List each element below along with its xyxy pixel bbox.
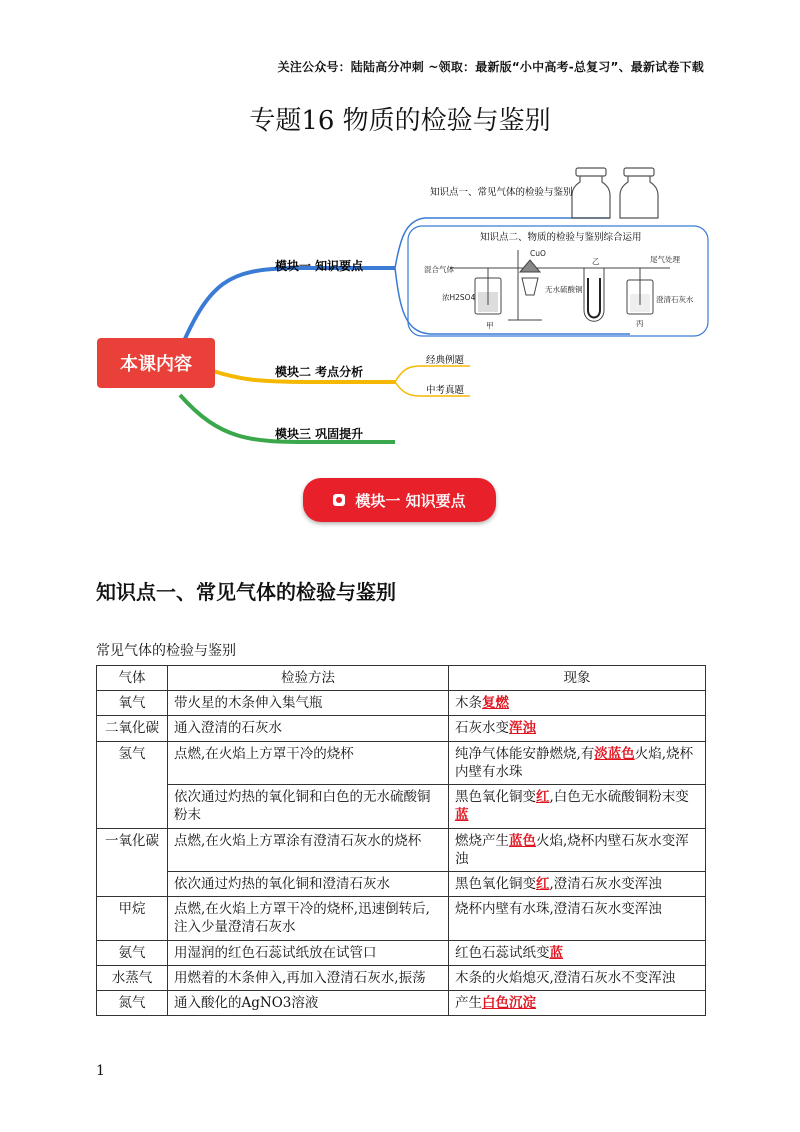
- apparatus-label-cuo: CuO: [530, 249, 546, 258]
- cell-gas: 甲烷: [97, 897, 168, 940]
- mind-map: [90, 160, 710, 460]
- bookmark-icon: [333, 494, 345, 506]
- sub2b-label: 中考真题: [426, 385, 465, 396]
- cell-phenomenon: 石灰水变浑浊: [449, 716, 706, 741]
- cell-gas: 一氧化碳: [97, 828, 168, 897]
- table-row: [97, 785, 706, 828]
- branch1-line: [180, 268, 395, 350]
- center-label: 本课内容: [120, 354, 192, 375]
- apparatus-label-yi: 乙: [592, 257, 600, 266]
- page-number: 1: [96, 1063, 105, 1079]
- cell-gas: 二氧化碳: [97, 716, 168, 741]
- cell-method: 依次通过灼热的氧化铜和澄清石灰水: [168, 871, 449, 896]
- table-row: [97, 897, 706, 940]
- header-gas: 气体: [97, 666, 168, 691]
- cell-gas: 水蒸气: [97, 965, 168, 990]
- cell-phenomenon: 纯净气体能安静燃烧,有淡蓝色火焰,烧杯内壁有水珠: [449, 741, 706, 784]
- branch2-label: 模块二 考点分析: [275, 365, 364, 379]
- cell-phenomenon: 燃烧产生蓝色火焰,烧杯内壁石灰水变浑浊: [449, 828, 706, 871]
- gas-bottle-1: [572, 168, 610, 218]
- table-row: [97, 741, 706, 784]
- section-title: 知识点一、常见气体的检验与鉴别: [96, 580, 396, 604]
- sub1a-label: 知识点一、常见气体的检验与鉴别: [430, 187, 573, 198]
- table-row: [97, 691, 706, 716]
- gas-bottle-2: [620, 168, 658, 218]
- apparatus-label-tail: 尾气处理: [650, 255, 680, 264]
- cell-phenomenon: 黑色氧化铜变红,白色无水硫酸铜粉末变蓝: [449, 785, 706, 828]
- cell-method: 带火星的木条伸入集气瓶: [168, 691, 449, 716]
- banner-label: 模块一 知识要点: [355, 491, 466, 510]
- table-row: [97, 871, 706, 896]
- table-row: [97, 716, 706, 741]
- apparatus-label-cuso4: 无水硫酸铜: [545, 285, 583, 294]
- cell-method: 依次通过灼热的氧化铜和白色的无水硫酸铜粉末: [168, 785, 449, 828]
- cell-gas: 氨气: [97, 940, 168, 965]
- cell-phenomenon: 木条复燃: [449, 691, 706, 716]
- sub1b-label: 知识点二、物质的检验与鉴别综合运用: [480, 232, 642, 243]
- cell-gas: 氢气: [97, 741, 168, 828]
- table-row: [97, 940, 706, 965]
- cell-phenomenon: 烧杯内壁有水珠,澄清石灰水变浑浊: [449, 897, 706, 940]
- branch3-label: 模块三 巩固提升: [275, 427, 364, 441]
- cell-phenomenon: 红色石蕊试纸变蓝: [449, 940, 706, 965]
- cell-method: 用湿润的红色石蕊试纸放在试管口: [168, 940, 449, 965]
- cell-phenomenon: 木条的火焰熄灭,澄清石灰水不变浑浊: [449, 965, 706, 990]
- header-method: 检验方法: [168, 666, 449, 691]
- cell-method: 通入澄清的石灰水: [168, 716, 449, 741]
- cell-phenomenon: 产生白色沉淀: [449, 991, 706, 1016]
- module-banner: [303, 478, 496, 522]
- cell-method: 点燃,在火焰上方罩干冷的烧杯,迅速倒转后,注入少量澄清石灰水: [168, 897, 449, 940]
- gas-detection-table: [96, 665, 706, 1016]
- table-row: [97, 991, 706, 1016]
- apparatus-label-h2so4: 浓H2SO4: [442, 293, 476, 302]
- sub2a-label: 经典例题: [426, 355, 465, 366]
- header-note: 关注公众号：陆陆高分冲刺 ~领取：最新版“小中高考-总复习”、最新试卷下载: [277, 60, 704, 74]
- cell-method: 点燃,在火焰上方罩涂有澄清石灰水的烧杯: [168, 828, 449, 871]
- cell-gas: 氮气: [97, 991, 168, 1016]
- table-row: [97, 828, 706, 871]
- table-caption: 常见气体的检验与鉴别: [96, 643, 236, 659]
- header-phenomenon: 现象: [449, 666, 706, 691]
- page-title: 专题16 物质的检验与鉴别: [249, 106, 551, 136]
- table-header-row: [97, 666, 706, 691]
- table-row: [97, 965, 706, 990]
- apparatus-label-bing: 丙: [636, 319, 644, 328]
- branch1-label: 模块一 知识要点: [275, 259, 364, 273]
- apparatus-label-gas: 混合气体: [424, 265, 454, 274]
- cell-method: 点燃,在火焰上方罩干冷的烧杯: [168, 741, 449, 784]
- apparatus-label-jia: 甲: [486, 321, 494, 330]
- cell-method: 用燃着的木条伸入,再加入澄清石灰水,振荡: [168, 965, 449, 990]
- cell-gas: 氧气: [97, 691, 168, 716]
- apparatus-label-limewater: 澄清石灰水: [656, 295, 694, 304]
- cell-method: 通入酸化的AgNO3溶液: [168, 991, 449, 1016]
- cell-phenomenon: 黑色氧化铜变红,澄清石灰水变浑浊: [449, 871, 706, 896]
